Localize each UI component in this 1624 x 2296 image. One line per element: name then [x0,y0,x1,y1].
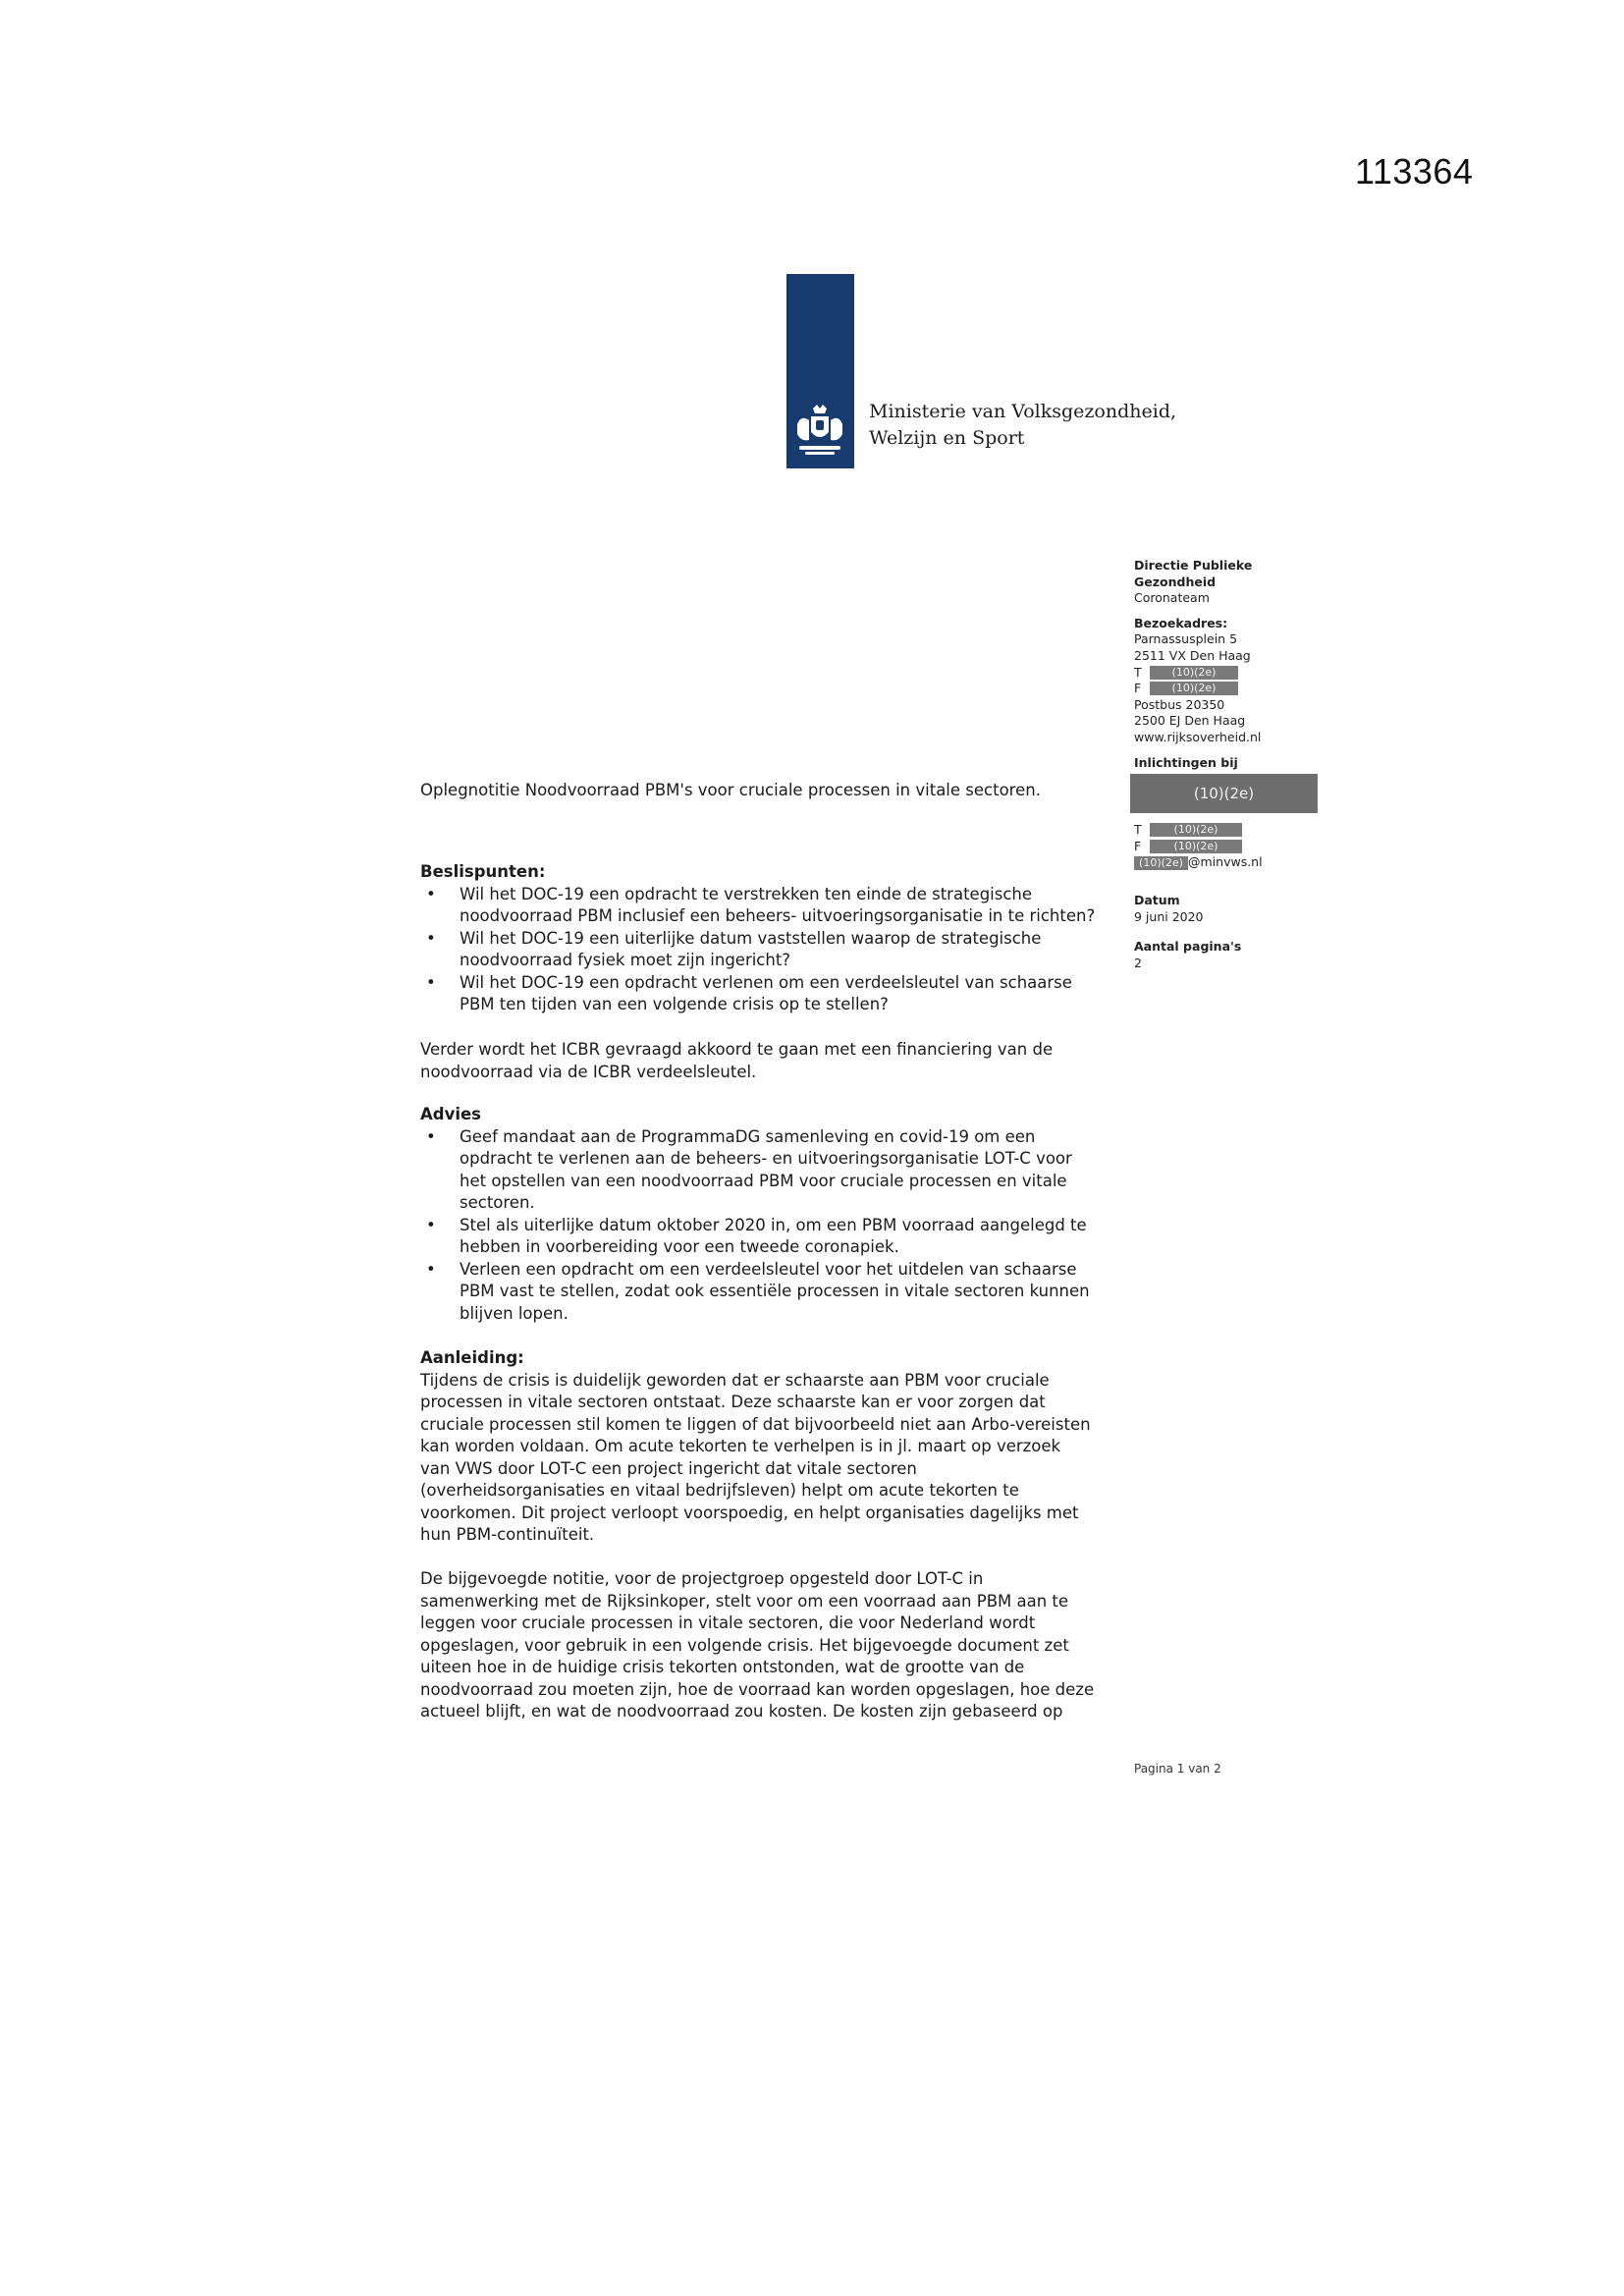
spacer [1134,746,1360,755]
paragraph-line: Verder wordt het ICBR gevraagd akkoord te gaan met een financiering van de [420,1040,1054,1059]
document-number: 113364 [1355,151,1474,191]
team-name: Coronateam [1134,590,1210,606]
email-domain: @minvws.nl [1188,854,1263,870]
email-line [1134,854,1360,871]
paragraph-line: leggen voor cruciale processen in vitale sectoren, die voor Nederland wordt [420,1613,1036,1632]
postal-city: 2511 VX Den Haag [1134,647,1251,663]
paragraph-line: noodvoorraad via de ICBR verdeelsleutel. [420,1062,757,1081]
advies-title: Advies [420,1105,482,1123]
list-item-line: • Verleen een opdracht om een verdeelsleutel voor het uitdelen van schaarse [460,1259,1077,1279]
list-item-line: • Stel als uiterlijke datum oktober 2020 in, om een PBM voorraad aangelegd te [460,1215,1087,1234]
ministry-name-line1: Ministerie van Volksgezondheid, [869,401,1177,422]
redacted-email-user: (10)(2e) [1134,856,1188,870]
list-item [420,928,1127,972]
list-item-line: sectoren. [460,1193,535,1212]
advies-list [420,1126,1127,1326]
info-fax-line [1134,839,1360,855]
list-item [420,884,1127,928]
spacer [1134,607,1360,616]
list-item-line: • Wil het DOC-19 een opdracht te verstrekken ten einde de strategische [460,884,1033,903]
po-box-city: 2500 EJ Den Haag [1134,713,1246,729]
fax-line [1134,681,1360,697]
info-label: Inlichtingen bij [1134,754,1238,770]
phone-line [1134,665,1360,682]
paragraph-line: De bijgevoegde notitie, voor de projectgroep opgesteld door LOT-C in [420,1569,984,1588]
aanleiding-section [420,1347,1127,1547]
paragraph-line: hun PBM-continuïteit. [420,1525,595,1544]
info-fax-label: F [1134,838,1142,853]
paragraph-line: voorkomen. Dit project verloopt voorspoedig, en helpt organisaties dagelijks met [420,1503,1079,1522]
paragraph-line: cruciale processen stil komen te liggen of dat bijvoorbeeld niet aan Arbo-vereisten [420,1414,1091,1434]
page-count-label: Aantal pagina's [1134,939,1242,955]
list-item-line: opdracht te verlenen aan de beheers- en uitvoeringsorganisatie LOT-C voor [460,1149,1072,1168]
list-item [420,1126,1127,1215]
list-item [420,1259,1127,1326]
list-item-line: PBM ten tijden van een volgende crisis op te stellen? [460,995,889,1013]
redacted-info-phone: (10)(2e) [1150,823,1242,837]
list-item-line: • Wil het DOC-19 een opdracht verlenen om een verdeelsleutel van schaarse [460,972,1072,992]
sidebar-colofon [1134,558,1360,971]
street: Parnassusplein 5 [1134,631,1238,647]
list-item-line: blijven lopen. [460,1303,568,1323]
list-item [420,972,1127,1016]
date-value: 9 juni 2020 [1134,908,1204,924]
list-item-line: PBM vast te stellen, zodat ook essentiële processen in vitale sectoren kunnen [460,1282,1090,1300]
date-label: Datum [1134,892,1180,907]
advies-section [420,1104,1127,1325]
bijgevoegde-paragraph [420,1568,1127,1723]
royal-crest-icon [789,403,850,458]
subject-line: Oplegnotitie Noodvoorraad PBM's voor cruciale processen in vitale sectoren. [420,781,1041,799]
list-item-line: • Geef mandaat aan de ProgrammaDG samenleving en covid-19 om een [460,1126,1036,1146]
paragraph-line: samenwerking met de Rijksinkoper, stelt voor om een voorraad aan PBM aan te [420,1591,1069,1611]
spacer [1134,871,1360,893]
list-item-line: noodvoorraad PBM inclusief een beheers- uitvoeringsorganisatie in te richten? [460,906,1096,925]
fax-label: F [1134,681,1142,696]
spacer [1134,813,1360,822]
info-phone-line [1134,822,1360,839]
info-phone-label: T [1134,822,1142,838]
paragraph-line: uiteen hoe in de huidige crisis tekorten ontstonden, wat de grootte van de [420,1658,1025,1676]
website-link[interactable]: www.rijksoverheid.nl [1134,729,1262,744]
paragraph-line: opgeslagen, voor gebruik in een volgende crisis. Het bijgevoegde document zet [420,1635,1069,1655]
redacted-contact-name: (10)(2e) [1130,774,1318,813]
ministry-name [869,399,1176,452]
list-item-line: hebben in voorbereiding voor een tweede coronapiek. [460,1237,899,1256]
department-line1: Directie Publieke [1134,558,1253,573]
list-item [420,1215,1127,1259]
paragraph-line: Tijdens de crisis is duidelijk geworden dat er schaarste aan PBM voor cruciale [420,1370,1050,1390]
po-box: Postbus 20350 [1134,696,1225,712]
redacted-info-fax: (10)(2e) [1150,840,1242,853]
list-item-line: het opstellen van een noodvoorraad PBM voor cruciale processen en vitale [460,1171,1067,1190]
redacted-phone: (10)(2e) [1150,666,1238,680]
ministry-name-line2: Welzijn en Sport [869,427,1025,449]
page-indicator: Pagina 1 van 2 [1134,1762,1221,1776]
page-count-value: 2 [1134,955,1142,970]
paragraph-line: noodvoorraad zou moeten zijn, hoe de voorraad kan worden opgeslagen, hoe deze [420,1679,1095,1699]
spacer [1134,925,1360,939]
visit-address-label: Bezoekadres: [1134,615,1228,630]
phone-label: T [1134,664,1142,680]
aanleiding-title: Aanleiding: [420,1348,524,1367]
paragraph-line: processen in vitale sectoren ontstaat. Deze schaarste kan er voor zorgen dat [420,1393,1046,1411]
list-item-line: noodvoorraad fysiek moet zijn ingericht? [460,951,791,969]
list-item-line: • Wil het DOC-19 een uiterlijke datum vaststellen waarop de strategische [460,928,1042,948]
paragraph-line: van VWS door LOT-C een project ingericht dat vitale sectoren [420,1458,917,1478]
paragraph-line: actueel blijft, en wat de noodvoorraad zou kosten. De kosten zijn gebaseerd op [420,1702,1063,1721]
verder-paragraph [420,1039,1127,1083]
beslispunten-title: Beslispunten: [420,862,546,881]
paragraph-line: (overheidsorganisaties en vitaal bedrijfsleven) helpt om acute tekorten te [420,1481,1019,1500]
beslispunten-list [420,884,1127,1016]
redacted-fax: (10)(2e) [1150,682,1238,695]
department-line2: Gezondheid [1134,574,1217,589]
paragraph-line: kan worden voldaan. Om acute tekorten te verhelpen is in jl. maart op verzoek [420,1437,1061,1455]
beslispunten-section [420,861,1127,1016]
